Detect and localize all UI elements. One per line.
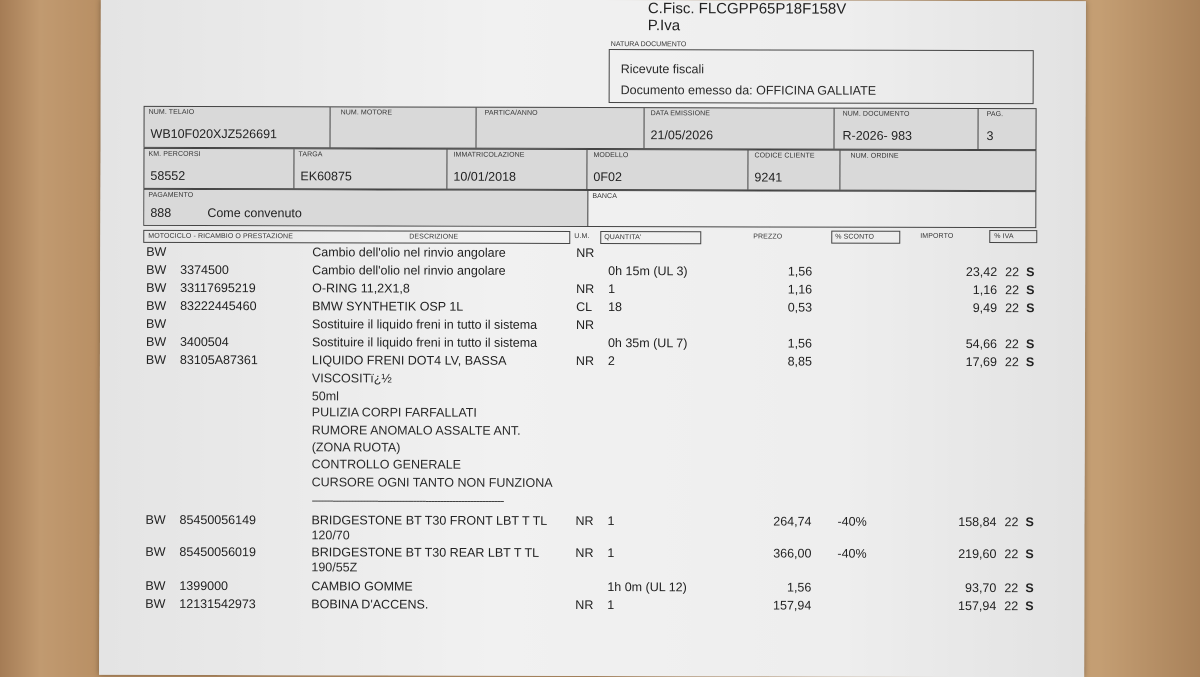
note-line: VISCOSITï¿½: [311, 371, 392, 386]
codice-fiscale: C.Fisc. FLCGPP65P18F158V: [647, 0, 847, 18]
row-amount: 1,16: [972, 282, 998, 298]
pagamento-value: Come convenuto: [207, 205, 302, 221]
modello-value: 0F02: [593, 170, 622, 185]
natura-box: [609, 49, 1034, 104]
row-description-2: 120/70: [311, 528, 350, 543]
cliente-value: 9241: [754, 170, 783, 185]
row-vat-code: S: [1025, 515, 1034, 530]
note-line: CURSORE OGNI TANTO NON FUNZIONA: [311, 475, 553, 490]
col-sconto-box: [831, 231, 900, 244]
table-row: [99, 597, 1084, 617]
immatr-label: IMMATRICOLAZIONE: [453, 151, 525, 159]
natura-label: NATURA DOCUMENTO: [610, 41, 687, 49]
km-value: 58552: [150, 168, 186, 183]
row-vat-code: S: [1026, 265, 1035, 280]
row-quantity: 0h 35m (UL 7): [607, 336, 688, 351]
km-label: KM. PERCORSI: [148, 150, 201, 158]
ordine-label: NUM. ORDINE: [850, 152, 899, 160]
row-vat-code: S: [1025, 581, 1034, 596]
row-code: 85450056149: [179, 512, 257, 528]
row-amount: 23,42: [965, 264, 998, 280]
row-um: NR: [575, 513, 594, 529]
targa-value: EK60875: [300, 169, 352, 184]
row-quantity: 0h 15m (UL 3): [608, 264, 688, 279]
cliente-label: CODICE CLIENTE: [754, 152, 815, 160]
row-amount: 158,84: [958, 514, 997, 530]
row-brand: BW: [145, 352, 167, 367]
row-vat: 22: [1004, 599, 1019, 614]
natura-line1: Ricevute fiscali: [620, 62, 705, 77]
col-importo: IMPORTO: [920, 232, 954, 240]
row-description: O-RING 11,2X1,8: [312, 281, 410, 296]
data-label: DATA EMISSIONE: [650, 110, 711, 118]
targa-label: TARGA: [298, 151, 323, 159]
partita-iva: P.Iva: [647, 17, 681, 35]
row-discount: -40%: [837, 514, 867, 529]
row-price: 366,00: [773, 546, 812, 561]
row-brand: BW: [145, 596, 166, 611]
row-description: CAMBIO GOMME: [311, 579, 413, 594]
row-price: 264,74: [773, 514, 812, 529]
banca-cell: [588, 191, 1035, 227]
row-quantity: 1: [607, 598, 615, 613]
partita-cell: [476, 108, 644, 148]
col-iva-box: [989, 230, 1037, 243]
pagamento-label: PAGAMENTO: [148, 191, 194, 199]
row-description: BOBINA D'ACCENS.: [311, 597, 429, 612]
row-amount: 9,49: [972, 300, 998, 316]
row-um: NR: [575, 353, 595, 369]
table-row: [99, 513, 1084, 533]
row-vat: 22: [1005, 265, 1020, 280]
row-description: BMW SYNTHETIK OSP 1L: [312, 299, 464, 314]
row-price: 8,85: [787, 354, 812, 369]
row-description: Cambio dell'olio nel rinvio angolare: [312, 245, 506, 260]
row-code: 3400504: [179, 334, 229, 350]
table-row: [100, 317, 1085, 337]
row-vat-code: S: [1026, 283, 1035, 298]
row-vat: 22: [1005, 283, 1020, 298]
pagamento-code: 888: [150, 205, 172, 220]
telaio-label: NUM. TELAIO: [148, 108, 195, 116]
col-um: U.M.: [574, 232, 590, 240]
data-value: 21/05/2026: [650, 128, 714, 143]
row-brand: BW: [145, 578, 166, 593]
row-vat-code: S: [1025, 355, 1035, 370]
col-qta-box: [600, 231, 701, 244]
row-vat-code: S: [1025, 337, 1035, 352]
row-price: 157,94: [773, 598, 812, 613]
col-moto-box: [143, 230, 570, 244]
row-amount: 93,70: [965, 580, 997, 596]
row-vat: 22: [1004, 355, 1019, 370]
row-amount: 54,66: [965, 336, 998, 352]
note-line: (ZONA RUOTA): [311, 440, 401, 455]
row-um: NR: [576, 281, 595, 297]
km-cell: [144, 149, 294, 188]
cliente-cell: [748, 150, 840, 189]
row-code: 83105A87361: [179, 352, 258, 368]
row-vat-code: S: [1025, 599, 1034, 614]
row-description: Sostituire il liquido freni in tutto il sistema: [311, 335, 538, 350]
telaio-cell: [144, 107, 330, 147]
row-quantity: 1: [608, 282, 616, 297]
col-moto: MOTOCICLO - RICAMBIO O PRESTAZIONE: [148, 232, 293, 241]
note-line: 50ml: [311, 389, 339, 404]
row-vat: 22: [1004, 547, 1019, 562]
row-description: Sostituire il liquido freni in tutto il sistema: [312, 317, 538, 332]
modello-label: MODELLO: [593, 152, 629, 160]
note-line: PULIZIA CORPI FARFALLATI: [311, 405, 477, 420]
table-row: [100, 335, 1085, 355]
row-price: 1,56: [787, 264, 813, 279]
row-description: LIQUIDO FRENI DOT4 LV, BASSA: [311, 353, 507, 368]
row-code: 33117695219: [180, 280, 256, 296]
fields-row-3: [143, 189, 1036, 228]
table-row: [99, 545, 1084, 565]
row-code: 3374500: [180, 262, 229, 278]
row-brand: BW: [146, 280, 167, 295]
row-description: Cambio dell'olio nel rinvio angolare: [312, 263, 506, 278]
table-row: [99, 579, 1084, 599]
fields-row-1: [143, 106, 1036, 150]
row-brand: BW: [146, 262, 167, 277]
row-discount: -40%: [837, 546, 867, 561]
row-quantity: 1h 0m (UL 12): [607, 580, 687, 595]
row-amount: 219,60: [958, 546, 997, 562]
data-cell: [644, 108, 834, 148]
numdoc-value: R-2026- 983: [842, 128, 913, 143]
row-brand: BW: [145, 544, 166, 559]
row-vat-code: S: [1025, 547, 1034, 562]
col-descr: DESCRIZIONE: [409, 233, 459, 241]
table-row: [100, 245, 1085, 265]
row-um: CL: [576, 299, 593, 314]
row-price: 0,53: [787, 300, 813, 315]
modello-cell: [587, 150, 748, 189]
ordine-cell: [840, 151, 1035, 191]
row-um: NR: [575, 545, 594, 561]
numdoc-cell: [834, 109, 978, 149]
row-vat-code: S: [1026, 301, 1035, 316]
row-code: 1399000: [179, 578, 229, 594]
row-code: 12131542973: [179, 596, 256, 612]
immatr-cell: [447, 150, 587, 189]
pag-cell: [978, 109, 1035, 149]
note-line: RUMORE ANOMALO ASSALTE ANT.: [311, 423, 521, 438]
row-price: 1,56: [786, 580, 812, 595]
row-um: NR: [576, 245, 595, 261]
separator-line: ----------------------------------------------------------------: [311, 493, 504, 508]
row-brand: BW: [146, 298, 167, 313]
col-sconto: % SCONTO: [835, 233, 875, 241]
row-quantity: 1: [607, 514, 615, 529]
row-vat: 22: [1004, 337, 1019, 352]
row-quantity: 2: [607, 354, 615, 369]
row-brand: BW: [146, 244, 167, 259]
row-vat: 22: [1004, 515, 1019, 530]
row-code: 85450056019: [179, 544, 256, 560]
row-description: BRIDGESTONE BT T30 REAR LBT T TL: [311, 545, 540, 560]
natura-line2: Documento emesso da: OFFICINA GALLIATE: [620, 83, 877, 98]
row-brand: BW: [145, 512, 166, 527]
row-price: 1,56: [787, 336, 813, 351]
col-qta: QUANTITA': [604, 234, 642, 242]
row-brand: BW: [145, 334, 167, 349]
table-row: [100, 353, 1085, 373]
telaio-value: WB10F020XJZ526691: [150, 126, 278, 142]
table-row: [100, 263, 1085, 283]
pag-value: 3: [986, 129, 994, 144]
fields-row-2: [143, 148, 1036, 191]
targa-cell: [294, 149, 447, 188]
pagamento-cell: [144, 190, 588, 226]
row-quantity: 1: [607, 546, 615, 561]
motore-cell: [330, 107, 476, 147]
partita-label: PARTICA/ANNO: [484, 109, 538, 117]
row-code: 83222445460: [180, 298, 257, 314]
numdoc-label: NUM. DOCUMENTO: [842, 110, 910, 118]
row-description: BRIDGESTONE BT T30 FRONT LBT T TL: [311, 513, 548, 528]
banca-label: BANCA: [592, 192, 618, 201]
row-amount: 157,94: [958, 598, 997, 614]
motore-label: NUM. MOTORE: [340, 109, 393, 117]
row-um: NR: [575, 597, 594, 613]
immatr-value: 10/01/2018: [453, 169, 517, 184]
col-iva: % IVA: [994, 233, 1014, 241]
col-prezzo: PREZZO: [753, 233, 783, 241]
row-description-2: 190/55Z: [311, 560, 358, 575]
pag-label: PAG.: [986, 111, 1004, 119]
invoice-page: [99, 0, 1086, 677]
row-brand: BW: [146, 316, 167, 331]
table-row: [100, 281, 1085, 301]
note-line: CONTROLLO GENERALE: [311, 457, 462, 472]
row-amount: 17,69: [965, 354, 997, 370]
row-price: 1,16: [787, 282, 813, 297]
table-row: [100, 299, 1085, 319]
row-um: NR: [576, 317, 595, 333]
row-quantity: 18: [608, 300, 623, 315]
row-vat: 22: [1005, 301, 1020, 316]
row-vat: 22: [1004, 581, 1019, 596]
